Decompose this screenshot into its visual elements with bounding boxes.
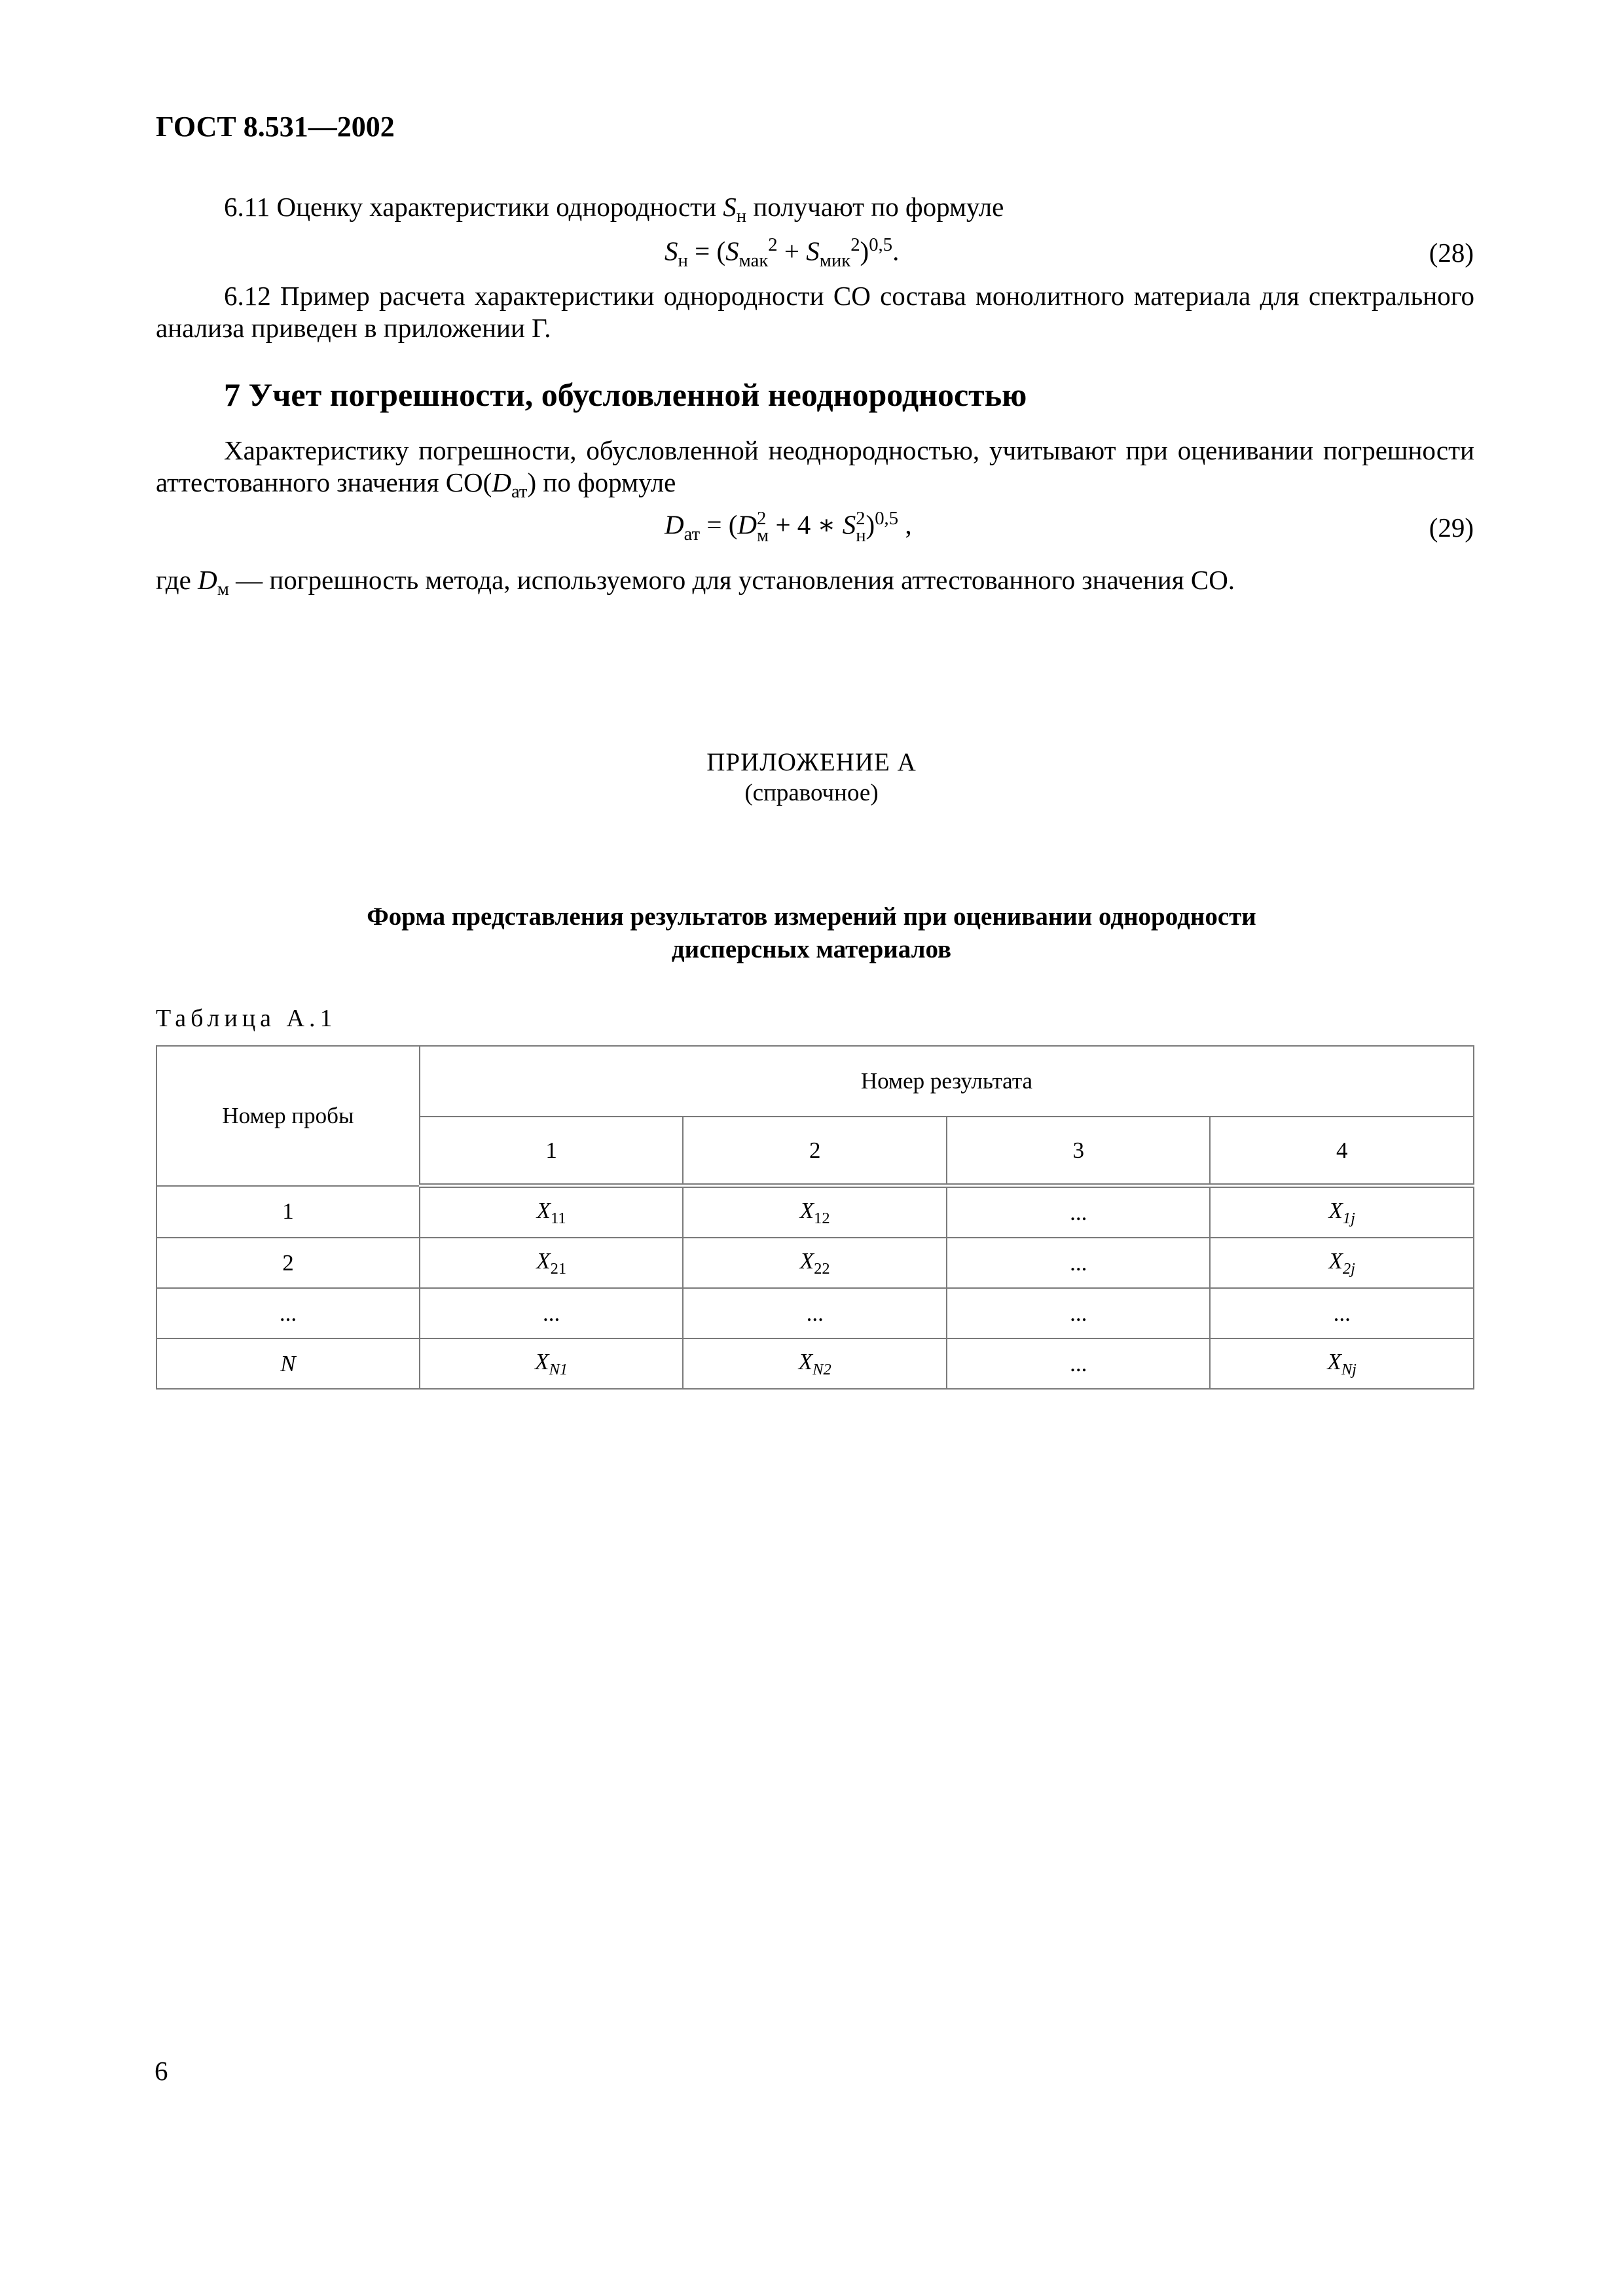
formula-subscript: мик [819,249,851,271]
clause-number: 6.11 [224,192,270,222]
formula-subscript: м [757,525,769,547]
result-value-cell [1210,1186,1474,1238]
paragraph-6-11 [156,191,1474,232]
table-body [156,1186,1474,1390]
formula-superscript: 0,5 [869,234,893,255]
result-value-cell [1210,1288,1474,1338]
page-number: 6 [155,2056,168,2086]
result-symbol: X [799,1197,814,1223]
formula-superscript: 2 [757,508,767,529]
formula-operator: ) [866,509,875,540]
result-value-cell [947,1186,1210,1238]
formula-symbol: S [806,236,820,266]
symbol-subscript: ат [511,481,528,503]
formula-superscript: 0,5 [875,508,899,529]
result-symbol: X [1327,1348,1341,1374]
formula-symbol: S [725,236,739,266]
symbol-d: D [492,467,511,497]
column-header-probe-number: Номер пробы [156,1046,420,1186]
clause-text: ) по формуле [527,467,676,497]
probe-number-cell [156,1186,420,1238]
result-value-cell [683,1238,947,1288]
result-symbol: X [1328,1247,1343,1274]
result-number-header: 4 [1210,1117,1474,1186]
result-index: 2j [1342,1259,1355,1278]
formula-symbol: D [665,509,684,540]
result-index: 11 [551,1209,566,1227]
formula-subscript: ат [684,523,701,545]
probe-number-cell [156,1238,420,1288]
result-symbol: X [1328,1197,1343,1223]
symbol-d: D [198,565,217,595]
results-table [156,1045,1474,1390]
probe-number-value: 2 [282,1249,294,1276]
probe-number-value: 1 [282,1198,294,1225]
symbol-subscript: н [736,206,747,227]
formula-29 [665,508,912,545]
probe-number-cell [156,1288,420,1338]
formula-operator: . [892,236,900,266]
result-symbol: ... [1070,1199,1087,1225]
table-title-line-1: Форма представления результатов измерений при оценивании однородности [367,903,1256,931]
clause-text: получают по формуле [746,192,1004,222]
result-symbol: ... [1333,1300,1351,1326]
equation-number-29: (29) [1429,512,1474,543]
result-value-cell [420,1238,684,1288]
result-symbol: ... [1070,1350,1087,1376]
formula-operator: + 4 ∗ [769,509,843,540]
formula-subscript: н [856,525,866,547]
clause-text: где [156,565,198,595]
result-value-cell [1210,1338,1474,1389]
result-symbol: X [799,1247,814,1274]
table-row [156,1288,1474,1338]
result-value-cell [947,1238,1210,1288]
formula-operator: ) [860,236,869,266]
formula-sup-sub-stack [856,508,866,547]
result-symbol: ... [806,1300,824,1326]
result-number-header: 3 [947,1117,1210,1186]
formula-superscript: 2 [856,508,866,529]
result-symbol: X [535,1348,549,1374]
formula-symbol: S [665,236,678,266]
table-caption: Таблица А.1 [156,1005,337,1032]
formula-operator: = ( [687,236,726,266]
table-row [156,1238,1474,1288]
table-header-row [156,1046,1474,1117]
result-number-header: 2 [683,1117,947,1186]
result-value-cell [420,1186,684,1238]
clause-text: Оценку характеристики однородности [270,192,723,222]
formula-symbol: S [842,509,856,540]
result-value-cell [947,1288,1210,1338]
section-7-title: 7 Учет погрешности, обусловленной неоднородностью [224,376,1027,413]
equation-number-28: (28) [1429,238,1474,268]
probe-number-value: ... [279,1300,297,1326]
result-index: 21 [550,1259,567,1278]
section-7-paragraph [156,435,1474,508]
probe-number-cell [156,1338,420,1389]
appendix-title: ПРИЛОЖЕНИЕ А [706,748,917,776]
result-index: 22 [814,1259,830,1278]
formula-sup-sub-stack [757,508,769,547]
result-symbol: ... [1070,1249,1087,1276]
result-value-cell [1210,1238,1474,1288]
table-title-line-2: дисперсных материалов [671,935,952,963]
result-value-cell [947,1338,1210,1389]
formula-superscript: 2 [850,234,860,255]
result-value-cell [420,1338,684,1389]
appendix-subtitle: (справочное) [744,780,879,806]
result-symbol: X [536,1247,551,1274]
result-value-cell [683,1338,947,1389]
result-index: 1j [1342,1209,1355,1227]
formula-28 [665,234,899,272]
result-value-cell [420,1288,684,1338]
table-row [156,1338,1474,1389]
formula-symbol: D [737,509,757,540]
result-symbol: X [536,1197,551,1223]
paragraph-6-12: 6.12 Пример расчета характеристики однородности СО состава монолитного материала для спектрального анализа приведен в приложении Г. [156,281,1474,343]
symbol-subscript: м [217,579,229,600]
result-symbol: ... [543,1300,560,1326]
where-clause [156,564,1474,605]
formula-operator: , [898,509,912,540]
clause-text: Характеристику погрешности, обусловленной неоднородностью, учитывают при оценивании погрешности аттестованного значения СО( [156,435,1474,497]
clause-text: — погрешность метода, используемого для установления аттестованного значения СО. [228,565,1235,595]
symbol-s: S [723,192,737,222]
formula-operator: = ( [700,509,738,540]
result-index: N1 [549,1360,568,1378]
formula-operator: + [777,236,807,266]
formula-subscript: н [678,249,688,271]
result-number-header: 1 [420,1117,684,1186]
result-index: N2 [812,1360,831,1378]
table-row [156,1186,1474,1238]
result-index: 12 [814,1209,830,1227]
result-symbol: X [798,1348,813,1374]
formula-superscript: 2 [768,234,778,255]
formula-subscript: мак [739,249,769,271]
column-group-header-result-number: Номер результата [420,1046,1474,1117]
result-value-cell [683,1288,947,1338]
document-code-header: ГОСТ 8.531—2002 [156,111,395,143]
result-symbol: ... [1070,1300,1087,1326]
probe-number-value: N [280,1350,296,1376]
result-value-cell [683,1186,947,1238]
result-index: Nj [1341,1360,1357,1378]
